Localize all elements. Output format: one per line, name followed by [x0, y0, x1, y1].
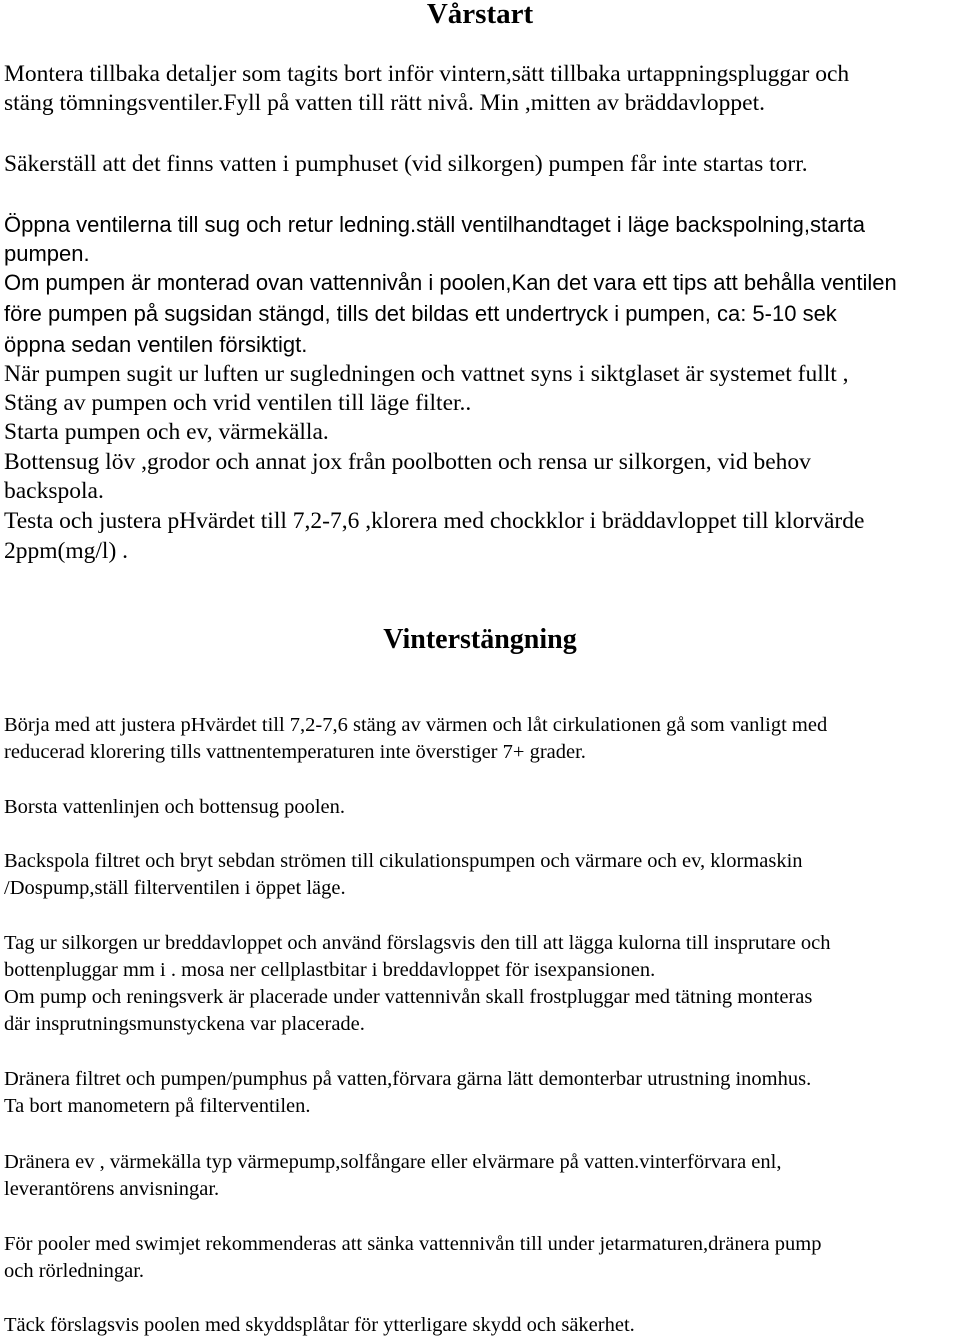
text-line: Ta bort manometern på filterventilen.: [4, 1095, 311, 1117]
text-line: Öppna ventilerna till sug och retur ledning.ställ ventilhandtaget i läge backspolning,starta: [4, 212, 865, 237]
text-line: och rörledningar.: [4, 1260, 145, 1282]
text-line: Börja med att justera pHvärdet till 7,2-7,6 stäng av värmen och låt cirkulationen gå som vanligt med: [4, 714, 828, 736]
text-line: leverantörens anvisningar.: [4, 1178, 220, 1200]
text-line: /Dospump,ställ filterventilen i öppet läge.: [4, 877, 346, 899]
text-line: bottenpluggar mm i . mosa ner cellplastbitar i breddavloppet för isexpansionen.: [4, 959, 656, 981]
text-line: där insprutningsmunstyckena var placerade.: [4, 1013, 365, 1035]
text-line: 2ppm(mg/l) .: [4, 538, 129, 564]
text-line: Täck förslagsvis poolen med skyddsplåtar för ytterligare skydd och säkerhet.: [4, 1314, 635, 1336]
text-line: Stäng av pumpen och vrid ventilen till läge filter..: [4, 390, 472, 416]
text-line: reducerad klorering tills vattnentemperaturen inte överstiger 7+ grader.: [4, 741, 586, 763]
text-line: Borsta vattenlinjen och bottensug poolen.: [4, 796, 346, 818]
text-line: öppna sedan ventilen försiktigt.: [4, 332, 308, 357]
heading-vinterstangning: Vinterstängning: [383, 624, 577, 655]
text-line: stäng tömningsventiler.Fyll på vatten till rätt nivå. Min ,mitten av bräddavloppet.: [4, 90, 766, 116]
text-line: Tag ur silkorgen ur breddavloppet och använd förslagsvis den till att lägga kulorna till insprutare och: [4, 932, 831, 954]
heading-varstart: Vårstart: [426, 0, 534, 30]
text-line: Testa och justera pHvärdet till 7,2-7,6 ,klorera med chockklor i bräddavloppet till klorvärde: [4, 508, 865, 534]
text-line: För pooler med swimjet rekommenderas att sänka vattennivån till under jetarmaturen,dränera pump: [4, 1233, 822, 1255]
text-line: Om pump och reningsverk är placerade under vattennivån skall frostpluggar med tätning monteras: [4, 986, 813, 1008]
text-line: Montera tillbaka detaljer som tagits bort inför vintern,sätt tillbaka urtappningspluggar och: [4, 61, 850, 87]
text-line: före pumpen på sugsidan stängd, tills det bildas ett undertryck i pumpen, ca: 5-10 sek: [4, 301, 837, 326]
text-line: Bottensug löv ,grodor och annat jox från poolbotten och rensa ur silkorgen, vid behov: [4, 449, 811, 475]
text-line: Backspola filtret och bryt sebdan strömen till cikulationspumpen och värmare och ev, klormaskin: [4, 850, 803, 872]
text-line: backspola.: [4, 478, 104, 504]
text-line: Dränera ev , värmekälla typ värmepump,solfångare eller elvärmare på vatten.vinterförvara enl,: [4, 1151, 782, 1173]
text-line: När pumpen sugit ur luften ur sugledningen och vattnet syns i siktglaset är systemet fullt ,: [4, 361, 849, 387]
text-line: Om pumpen är monterad ovan vattennivån i poolen,Kan det vara ett tips att behålla ventilen: [4, 270, 897, 295]
text-line: Säkerställ att det finns vatten i pumphuset (vid silkorgen) pumpen får inte startas torr.: [4, 151, 808, 177]
text-line: pumpen.: [4, 241, 90, 266]
text-line: Dränera filtret och pumpen/pumphus på vatten,förvara gärna lätt demonterbar utrustning inomhus.: [4, 1068, 812, 1090]
text-line: Starta pumpen och ev, värmekälla.: [4, 419, 329, 445]
